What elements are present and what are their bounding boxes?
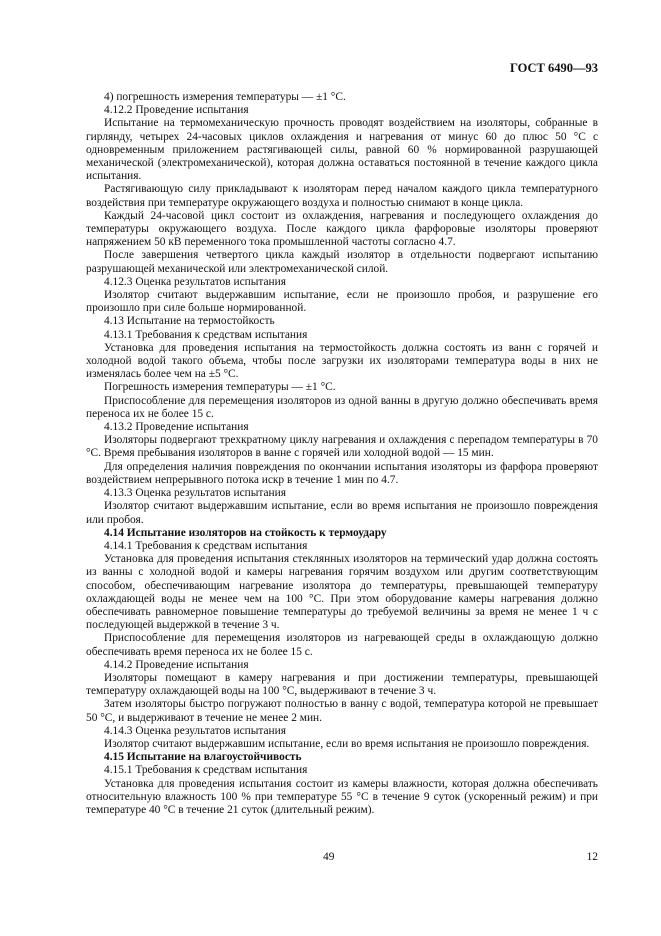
paragraph: После завершения четвертого цикла каждый изолятор в отдельности подвергают испытанию разрушающей механической или электромеханической силой. <box>86 249 598 275</box>
paragraph: 4.13.3 Оценка результатов испытания <box>104 487 286 500</box>
paragraph: 4.13.2 Проведение испытания <box>104 421 249 434</box>
paragraph: Приспособление для перемещения изоляторов из нагревающей среды в охлаждающую должно обеспечивать время переноса их не более 15 с. <box>86 632 598 658</box>
paragraph: Установка для проведения испытания стеклянных изоляторов на термический удар должна состоять из ванны с холодной водой и камеры нагревания горячим воздухом или другим соответствующим способом, обеспечивающим нагревание изолятора до температуры, превышающей температуру охлаждающей воды не менее чем на 100 °С. При этом оборудование камеры нагревания должно обеспечивать равномерное повышение температуры до требуемой величины за время не менее 1 ч с последующей выдержкой в течение 3 ч. <box>86 553 598 632</box>
paragraph: Каждый 24-часовой цикл состоит из охлаждения, нагревания и последующего охлаждения до температуры окружающего воздуха. После каждого цикла фарфоровые изоляторы проверяют напряжением 50 кВ переменного тока промышленной частоты согласно 4.7. <box>86 209 598 249</box>
paragraph: Изоляторы помещают в камеру нагревания и при достижении температуры, превышающей температуру охлаждающей воды на 100 °С, выдерживают в течение 3 ч. <box>86 671 598 698</box>
paragraph: Приспособление для перемещения изоляторов из одной ванны в другую должно обеспечивать время переноса их не более 15 с. <box>86 394 598 420</box>
paragraph: 4.12.2 Проведение испытания <box>104 104 249 117</box>
standard-code: ГОСТ 6490—93 <box>509 61 598 75</box>
paragraph: Испытание на термомеханическую прочность проводят воздействием на изоляторы, собранные в гирлянду, четырех 24-часовых циклов охлаждения и нагревания от минус 60 до плюс 50 °С с одновременным приложением растягивающей силы, равной 60 % нормированной разрушающей механической (электромеханической), которая должна оставаться постоянной в течение каждого цикла испытания. <box>86 117 598 183</box>
paragraph: 4.14.1 Требования к средствам испытания <box>104 539 308 552</box>
paragraph: Изолятор считают выдержавшим испытание, если во время испытания не произошло повреждения или пробоя. <box>86 500 598 526</box>
paragraph: 4.12.3 Оценка результатов испытания <box>104 275 286 288</box>
paragraph: 4.13 Испытание на термостойкость <box>104 315 275 328</box>
paragraph: Изоляторы подвергают трехкратному циклу нагревания и охлаждения с перепадом температуры в 70 °С. Время пребывания изоляторов в ванне с горячей или холодной водой — 15 мин. <box>86 434 598 460</box>
section-heading: 4.14 Испытание изоляторов на стойкость к термоудару <box>104 526 387 539</box>
paragraph: 4.14.3 Оценка результатов испытания <box>104 724 286 737</box>
paragraph: Растягивающую силу прикладывают к изоляторам перед началом каждого цикла температурного воздействия при температуре окружающего воздуха и полностью снимают в конце цикла. <box>86 183 598 209</box>
paragraph: Установка для проведения испытания состоит из камеры влажности, которая должна обеспечивать относительную влажность 100 % при температуре 55 °С в течение 9 суток (ускоренный режим) и при температуре 40 °С в течение 21 суток (длительный режим). <box>86 777 598 816</box>
paragraph: 4) погрешность измерения температуры — ±1 °С. <box>104 91 346 103</box>
paragraph: 4.14.2 Проведение испытания <box>104 658 249 671</box>
paragraph: 4.15.1 Требования к средствам испытания <box>104 764 308 777</box>
paragraph: Затем изоляторы быстро погружают полностью в ванну с водой, температура которой не превышает 50 °С, и выдерживают в течение не менее 2 мин. <box>86 698 598 724</box>
paragraph: Изолятор считают выдержавшим испытание, если не произошло пробоя, и разрушение его произошло при силе больше нормированной. <box>86 289 598 315</box>
paragraph: Изолятор считают выдержавшим испытание, если во время испытания не произошло повреждения. <box>104 737 590 750</box>
page-number: 49 <box>323 851 335 863</box>
paragraph: Установка для проведения испытания на термостойкость должна состоять из ванн с горячей и холодной водой такого объема, чтобы после загрузки их изоляторами температура воды в них не изменялась более чем на ±5 °С. <box>86 341 598 381</box>
paragraph: Погрешность измерения температуры — ±1 °С. <box>104 381 336 394</box>
section-heading: 4.15 Испытание на влагоустойчивость <box>104 751 302 764</box>
paragraph: 4.13.1 Требования к средствам испытания <box>104 328 308 341</box>
paragraph: Для определения наличия повреждения по окончании испытания изоляторы из фарфора проверяют воздействием непрерывного потока искр в течение 1 мин по 4.7. <box>86 460 598 486</box>
document-body <box>86 91 598 817</box>
page-counter: 12 <box>586 851 598 863</box>
